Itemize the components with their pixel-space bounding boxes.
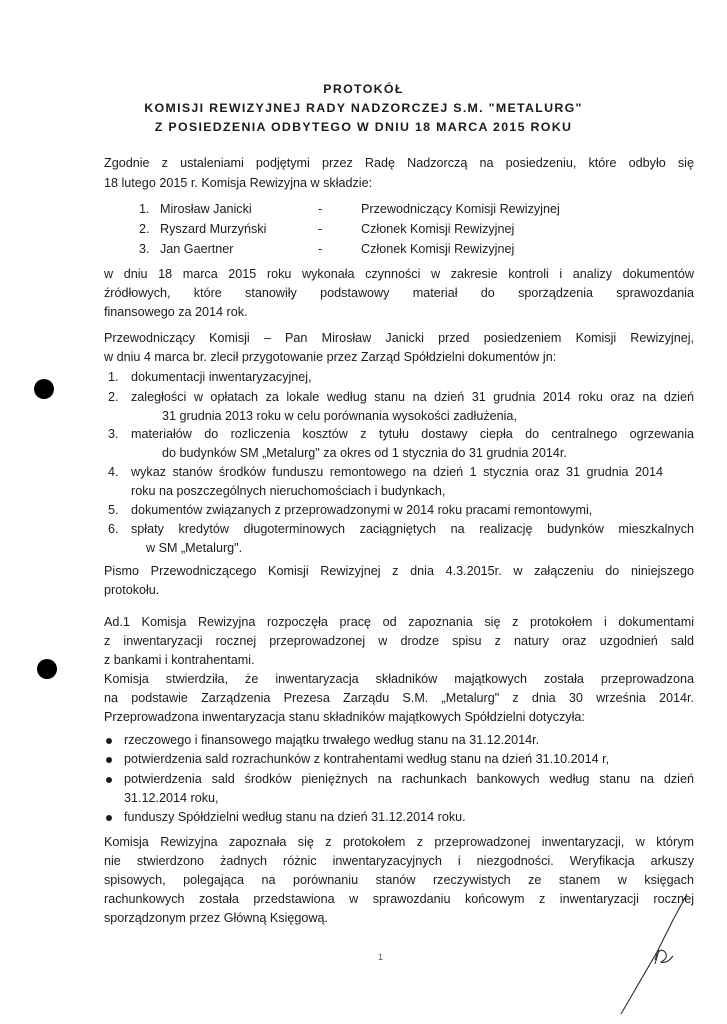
list-item-number: 6. [108, 522, 119, 536]
list-item-text: spłaty kredytów długoterminowych zaciągniętych na realizację budynków mieszkalnych [131, 522, 694, 536]
list-item-text: wykaz stanów środków funduszu remontowego na dzień 1 stycznia oraz 31 grudnia 2014 [131, 465, 663, 479]
list-item-number: 5. [108, 503, 119, 517]
control-line-1: w dniu 18 marca 2015 roku wykonała czynności w zakresie kontroli i analizy dokumentów [104, 267, 694, 281]
list-item-text: 31 grudnia 2013 roku w celu porównania wysokości zadłużenia, [162, 409, 517, 423]
list-item-text: dokumentów związanych z przeprowadzonymi w 2014 roku pracami remontowymi, [131, 503, 593, 517]
closing-line-5: sporządzonym przez Główną Księgową. [104, 911, 328, 925]
member-num: 3. [139, 242, 150, 256]
list-item-number: 4. [108, 465, 119, 479]
bullet-icon [106, 777, 112, 783]
ad1-line-4: Komisja stwierdziła, że inwentaryzacja składników majątkowych została przeprowadzona [104, 672, 694, 686]
closing-line-2: nie stwierdzono żadnych różnic inwentaryzacyjnych i niezgodności. Weryfikacja arkuszy [104, 854, 694, 868]
member-dash: - [318, 202, 323, 216]
punch-hole-top [34, 379, 54, 399]
letter-note-line-1: Pismo Przewodniczącego Komisji Rewizyjnej z dnia 4.3.2015r. w załączeniu do niniejszego [104, 564, 694, 578]
chair-line-2: w dniu 4 marca br. zlecił przygotowanie przez Zarząd Spółdzielni dokumentów jn: [104, 350, 557, 364]
document-session-date: Z POSIEDZENIA ODBYTEGO W DNIU 18 MARCA 2015 ROKU [154, 120, 573, 134]
member-name: Jan Gaertner [160, 242, 234, 256]
page-number: 1 [378, 952, 384, 962]
document-title: PROTOKÓŁ [323, 82, 404, 96]
member-dash: - [318, 242, 323, 256]
ad1-line-1: Ad.1 Komisja Rewizyjna rozpoczęła pracę od zapoznania się z protokołem i dokumentami [104, 615, 694, 629]
list-item-number: 1. [108, 370, 119, 384]
punch-hole-bottom [37, 659, 57, 679]
member-role: Członek Komisji Rewizyjnej [361, 222, 515, 236]
list-item-number: 3. [108, 427, 119, 441]
list-item-text: do budynków SM „Metalurg" za okres od 1 stycznia do 31 grudnia 2014r. [162, 446, 567, 460]
ad1-line-2: z inwentaryzacji rocznej przeprowadzonej w drodze spisu z natury oraz uzgodnień sald [104, 634, 694, 648]
list-item-text: roku na poszczególnych nieruchomościach i budynkach, [131, 484, 446, 498]
list-item-text: funduszy Spółdzielni według stanu na dzień 31.12.2014 roku. [124, 810, 466, 824]
member-role: Członek Komisji Rewizyjnej [361, 242, 515, 256]
list-item-number: 2. [108, 390, 119, 404]
ad1-line-6: Przeprowadzona inwentaryzacja stanu składników majątkowych Spółdzielni dotyczyła: [104, 710, 585, 724]
intro-line-1: Zgodnie z ustaleniami podjętymi przez Radę Nadzorczą na posiedzeniu, które odbyło się [104, 156, 694, 170]
bullet-icon [106, 738, 112, 744]
control-line-2: źródłowych, które stanowiły podstawowy materiał do sporządzenia sprawozdania [104, 286, 694, 300]
closing-line-1: Komisja Rewizyjna zapoznała się z protokołem z przeprowadzonej inwentaryzacji, w którym [104, 835, 694, 849]
member-num: 1. [139, 202, 150, 216]
bullet-icon [106, 757, 112, 763]
closing-line-3: spisowych, polegająca na porównaniu stanów rzeczywistych ze stanem w księgach [104, 873, 694, 887]
member-name: Ryszard Murzyński [160, 222, 267, 236]
ad1-line-3: z bankami i kontrahentami. [104, 653, 255, 667]
document-subtitle: KOMISJI REWIZYJNEJ RADY NADZORCZEJ S.M. "METALURG" [144, 101, 583, 115]
member-num: 2. [139, 222, 150, 236]
list-item-text: potwierdzenia sald środków pieniężnych na rachunkach bankowych według stanu na dzień [124, 772, 694, 786]
list-item-text: w SM „Metalurg". [146, 541, 243, 555]
bullet-icon [106, 815, 112, 821]
member-dash: - [318, 222, 323, 236]
member-role: Przewodniczący Komisji Rewizyjnej [361, 202, 560, 216]
list-item-text: materiałów do rozliczenia kosztów z tytułu dostawy ciepła do centralnego ogrzewania [131, 427, 694, 441]
letter-note-line-2: protokołu. [104, 583, 160, 597]
list-item-text: rzeczowego i finansowego majątku trwałego według stanu na 31.12.2014r. [124, 733, 540, 747]
chair-line-1: Przewodniczący Komisji – Pan Mirosław Janicki przed posiedzeniem Komisji Rewizyjnej, [104, 331, 694, 345]
control-line-3: finansowego za 2014 rok. [104, 305, 248, 319]
ad1-line-5: na podstawie Zarządzenia Prezesa Zarządu S.M. „Metalurg" z dnia 30 września 2014r. [104, 691, 694, 705]
closing-line-4: rachunkowych została przedstawiona w sprawozdaniu końcowym z inwentaryzacji rocznej [104, 892, 694, 906]
handwritten-signature-icon [615, 890, 705, 1020]
list-item-text: zaległości w opłatach za lokale według stanu na dzień 31 grudnia 2014 roku oraz na dzień [131, 390, 694, 404]
list-item-text: dokumentacji inwentaryzacyjnej, [131, 370, 312, 384]
list-item-text: 31.12.2014 roku, [124, 791, 219, 805]
member-name: Mirosław Janicki [160, 202, 252, 216]
list-item-text: potwierdzenia sald rozrachunków z kontrahentami według stanu na dzień 31.10.2014 r, [124, 752, 610, 766]
intro-line-2: 18 lutego 2015 r. Komisja Rewizyjna w składzie: [104, 176, 373, 190]
